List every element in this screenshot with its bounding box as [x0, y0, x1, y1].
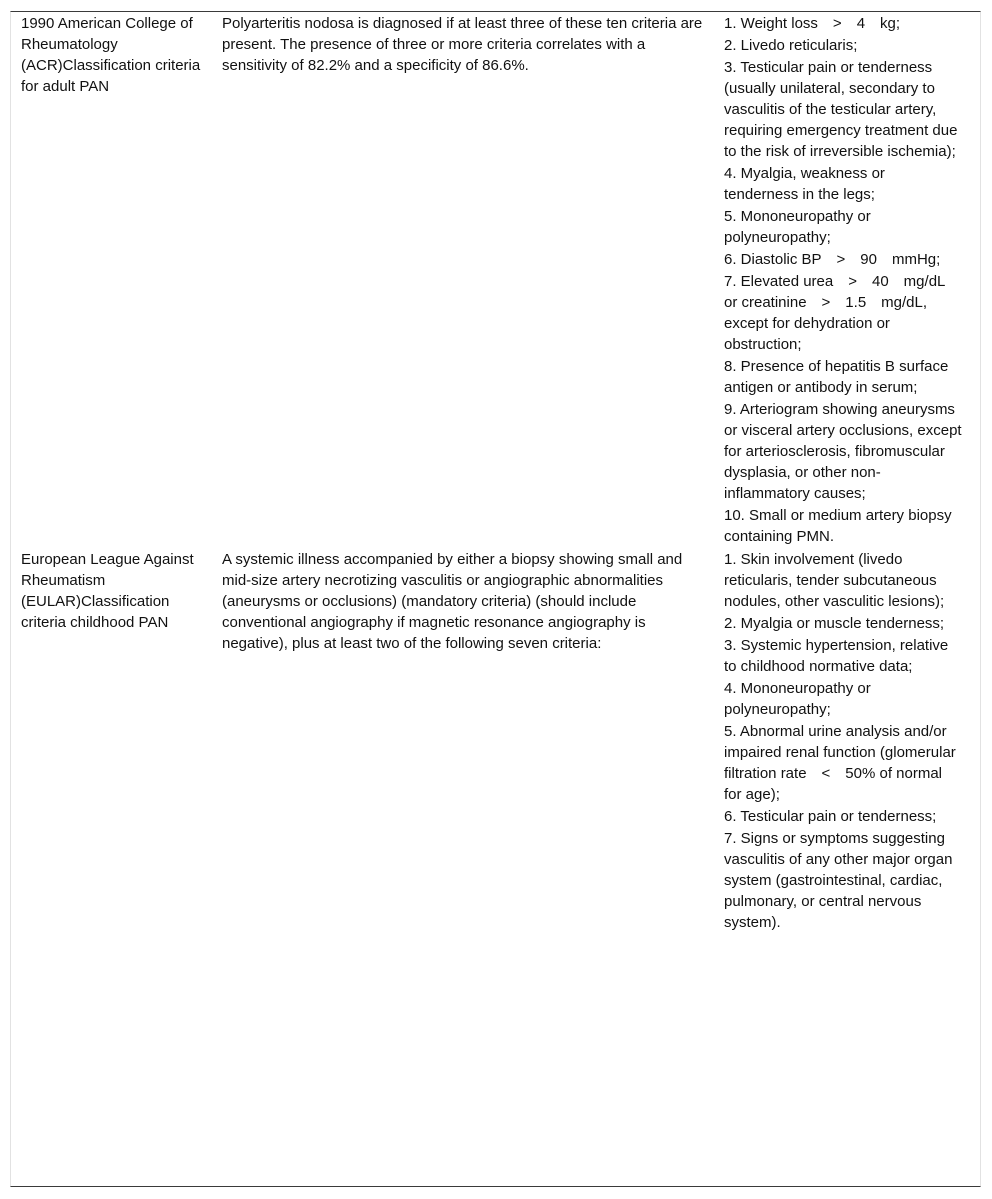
criterion-item: 7. Elevated urea > 40 mg/dL or creatinine > 1.5 mg/dL, except for dehydration or obstruction; [724, 273, 945, 353]
criterion-item: 6. Diastolic BP > 90 mmHg; [724, 251, 941, 268]
criteria-description-cell: Polyarteritis nodosa is diagnosed if at least three of these ten criteria are present. The presence of three or more criteria correlates with a sensitivity of 82.2% and a specificity of 86.6%. [222, 15, 703, 74]
criteria-name-cell: 1990 American College of Rheumatology (ACR)Classification criteria for adult PAN [21, 15, 201, 95]
criterion-item: 6. Testicular pain or tenderness; [724, 808, 937, 825]
criterion-item: 8. Presence of hepatitis B surface antigen or antibody in serum; [724, 358, 949, 396]
criterion-item: 5. Abnormal urine analysis and/or impaired renal function (glomerular filtration rate < 50% of normal for age); [724, 723, 956, 803]
criterion-item: 4. Myalgia, weakness or tenderness in the legs; [724, 165, 885, 203]
criterion-item: 3. Testicular pain or tenderness (usually unilateral, secondary to vasculitis of the testicular artery, requiring emergency treatment due to the risk of irreversible ischemia); [724, 59, 958, 160]
criterion-item: 4. Mononeuropathy or polyneuropathy; [724, 680, 871, 718]
criterion-item: 1. Skin involvement (livedo reticularis, tender subcutaneous nodules, other vasculitic lesions); [724, 551, 945, 610]
criteria-list-cell [714, 548, 982, 934]
criterion-item: 3. Systemic hypertension, relative to childhood normative data; [724, 637, 949, 675]
table-row [11, 548, 982, 934]
criteria-description-cell: A systemic illness accompanied by either a biopsy showing small and mid-size artery necrotizing vasculitis or angiographic abnormalities (aneurysms or occlusions) (mandatory criteria) (should include conventional angiography if magnetic resonance angiography is negative), plus at least two of the following seven criteria: [222, 551, 683, 652]
criterion-item: 10. Small or medium artery biopsy containing PMN. [724, 507, 952, 545]
criterion-item: 9. Arteriogram showing aneurysms or visceral artery occlusions, except for arteriosclerosis, fibromuscular dysplasia, or other non-inflammatory causes; [724, 401, 962, 502]
criterion-item: 5. Mononeuropathy or polyneuropathy; [724, 208, 871, 246]
criteria-table-container [10, 11, 981, 1187]
table-row [11, 12, 982, 548]
criterion-item: 2. Livedo reticularis; [724, 37, 858, 54]
criterion-item: 7. Signs or symptoms suggesting vasculitis of any other major organ system (gastrointestinal, cardiac, pulmonary, or central nervous system). [724, 830, 953, 931]
criteria-name-cell: European League Against Rheumatism (EULAR)Classification criteria childhood PAN [21, 551, 194, 631]
criteria-table [11, 12, 982, 934]
criterion-item: 1. Weight loss > 4 kg; [724, 15, 901, 32]
criteria-list-cell [714, 12, 982, 548]
criterion-item: 2. Myalgia or muscle tenderness; [724, 615, 945, 632]
